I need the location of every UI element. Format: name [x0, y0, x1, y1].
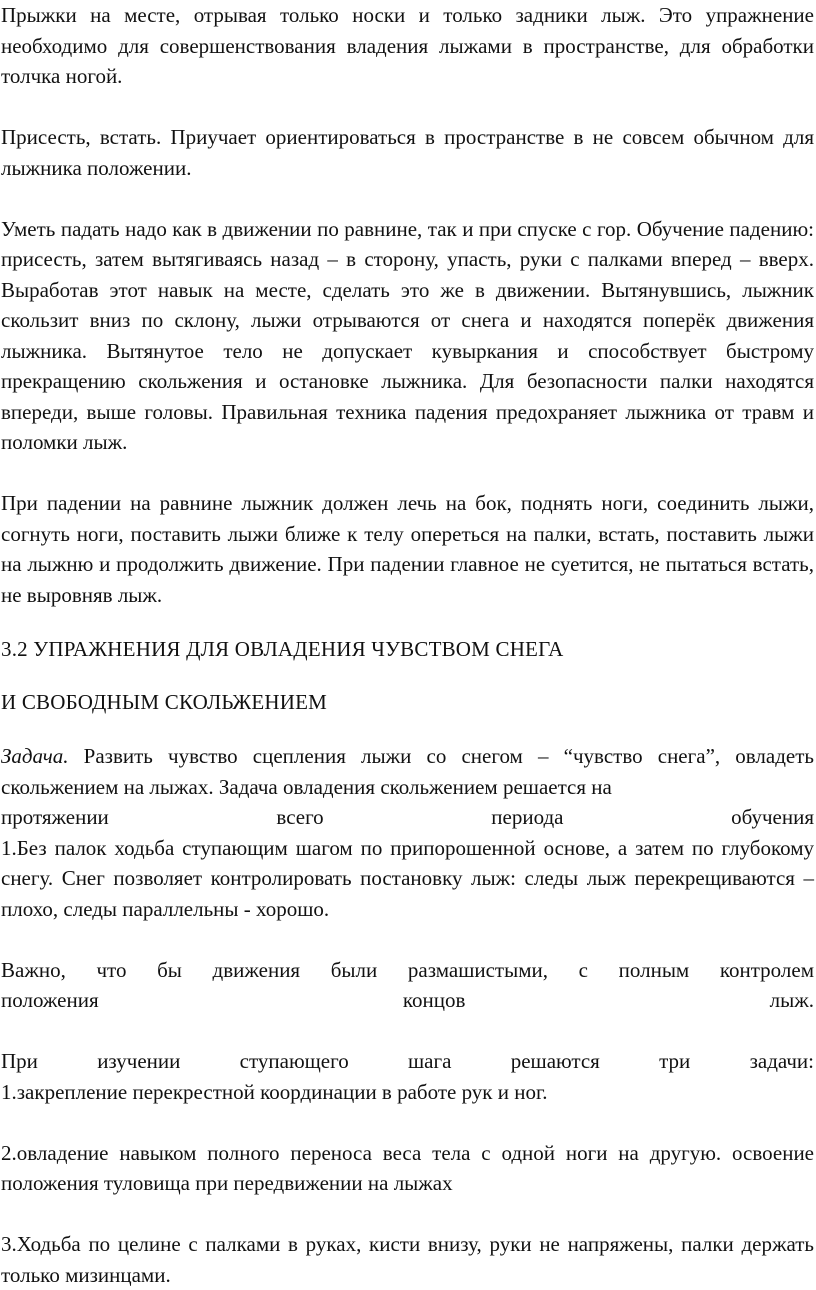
paragraph-falling: Уметь падать надо как в движении по равнине, так и при спуске с гор. Обучение падению: присесть, затем вытягиваясь назад – в сторону, упасть, руки с палками вперед – вверх. Выработав этот навык на месте, сделать это же в движении. Вытянувшись, лыжник скользит вниз по склону, лыжи отрываются от снега и находятся поперёк движения лыжника. Вытянутое тело не допускает кувыркания и способствует быстрому прекращению скольжения и остановке лыжника. Для безопасности палки находятся впереди, выше головы. Правильная техника падения предохраняет лыжника от травм и поломки лыж. [1, 216, 814, 454]
important-line-2: положения концов лыж. [1, 988, 814, 1012]
section-heading-line-1: 3.2 УПРАЖНЕНИЯ ДЛЯ ОВЛАДЕНИЯ ЧУВСТВОМ СНЕГА [1, 637, 564, 661]
task-label: Задача. [1, 744, 69, 768]
study-line-1: При изучении ступающего шага решаются три задачи: [1, 1049, 814, 1073]
paragraph-squat: Присесть, встать. Приучает ориентироваться в пространстве в не совсем обычном для лыжника положении. [1, 125, 814, 180]
study-line-2: 1.закрепление перекрестной координации в работе рук и ног. [1, 1079, 548, 1104]
paragraph-study [1, 1046, 814, 1107]
paragraph-item-2: 2.овладение навыком полного переноса веса тела с одной ноги на другую. освоение положения туловища при передвижении на лыжах [1, 1140, 814, 1195]
paragraph-falling-plain: При падении на равнине лыжник должен лечь на бок, поднять ноги, соединить лыжи, согнуть ноги, поставить лыжи ближе к телу опереться на палки, встать, поставить лыжи на лыжню и продолжить движение. При падении главное не суетится, не пытаться встать, не выровняв лыж. [1, 491, 814, 607]
paragraph-item-3: 3.Ходьба по целине с палками в руках, кисти внизу, руки не напряжены, палки держать только мизинцами. [1, 1232, 814, 1287]
paragraph-important [1, 955, 814, 1016]
important-line-1: Важно, что бы движения были размашистыми, с полным контролем [1, 957, 814, 982]
task-text-block [1, 744, 814, 799]
section-heading-line-2: И СВОБОДНЫМ СКОЛЬЖЕНИЕМ [1, 689, 328, 714]
task-text-b: протяжении всего периода обучения [1, 805, 814, 829]
task-text-a: Развить чувство сцепления лыжи со снегом – “чувство снега”, овладеть скольжением на лыжах. Задача овладения скольжением решается на [1, 744, 814, 799]
paragraph-jumps: Прыжки на месте, отрывая только носки и только задники лыж. Это упражнение необходимо для совершенствования владения лыжами в пространстве, для обработки толчка ногой. [1, 3, 814, 88]
task-text-c: 1.Без палок ходьба ступающим шагом по припорошенной основе, а затем по глубокому снегу. Снег позволяет контролировать постановку лыж: следы лыж перекрещиваются – плохо, следы параллельны - хорошо. [1, 835, 814, 921]
paragraph-task [1, 741, 814, 924]
